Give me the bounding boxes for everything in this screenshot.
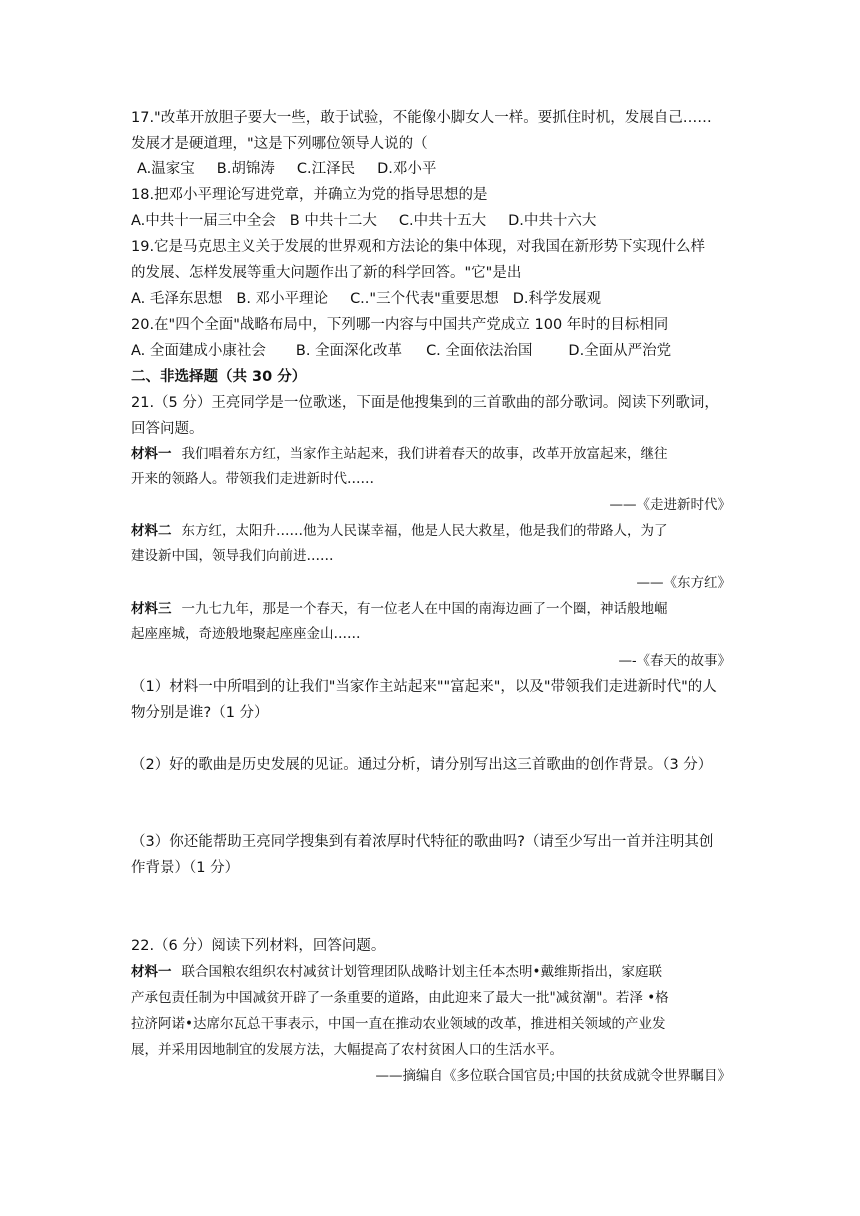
q21-material2-source: ——《东方红》: [636, 575, 731, 591]
q18-option-d: D.中共十六大: [508, 213, 597, 229]
q21-material1-line1: [131, 444, 731, 464]
q21-material2-line1: [131, 521, 731, 541]
q21-material3-text1: 一九七九年，那是一个春天，有一位老人在中国的南海边画了一个圈，神话般地崛: [181, 601, 668, 617]
q21-material3-line1: [131, 599, 731, 619]
q20-stem: 20.在"四个全面"战略布局中，下列哪一内容与中国共产党成立 100 年时的目标相同: [131, 317, 669, 333]
q21-subq2: （2）好的歌曲是历史发展的见证。通过分析，请分别写出这三首歌曲的创作背景。（3 分）: [131, 757, 713, 773]
q19-option-b: B. 邓小平理论: [236, 291, 329, 307]
q18-options: [131, 211, 731, 231]
q20-option-a: A. 全面建成小康社会: [131, 343, 266, 359]
q22-material1-line1: [131, 962, 731, 982]
q18-option-c: C.中共十五大: [398, 213, 487, 229]
q21-subq1-line2: 物分别是谁?（1 分）: [131, 705, 269, 721]
q21-material1-label: 材料一: [131, 446, 172, 462]
q17-option-c: C.江泽民: [296, 161, 356, 177]
q21-material1-source: ——《走进新时代》: [609, 497, 731, 513]
q21-material2-text1: 东方红，太阳升……他为人民谋幸福，他是人民大救星，他是我们的带路人，为了: [181, 523, 668, 539]
q17-options: [137, 159, 737, 179]
q21-material1-text1: 我们唱着东方红，当家作主站起来，我们讲着春天的故事，改革开放富起来，继往: [181, 446, 668, 462]
q17-stem-line2: 发展才是硬道理，"这是下列哪位领导人说的（: [131, 136, 428, 152]
q18-option-a: A.中共十一届三中全会: [131, 213, 276, 229]
q19-option-c: C.."三个代表"重要思想: [350, 291, 499, 307]
q19-stem-line2: 的发展、怎样发展等重大问题作出了新的科学回答。"它"是出: [131, 265, 522, 281]
q22-material1-source: ——摘编自《多位联合国官员;中国的扶贫成就令世界瞩目》: [375, 1068, 731, 1084]
q21-material3-label: 材料三: [131, 601, 172, 617]
q20-option-d: D.全面从严治党: [568, 343, 672, 359]
q21-stem-line2: 回答问题。: [131, 421, 204, 437]
q17-option-d: D.邓小平: [377, 161, 437, 177]
q19-options: [131, 289, 731, 309]
q22-material1-line2: 产承包责任制为中国减贫开辟了一条重要的道路，由此迎来了最大一批"减贫潮"。若泽 •格: [131, 990, 669, 1006]
q21-subq3-line2: 作背景）（1 分）: [131, 860, 240, 876]
q21-material2-label: 材料二: [131, 523, 172, 539]
q21-subq1-line1: （1）材料一中所唱到的让我们"当家作主站起来""富起来"，以及"带领我们走进新时代"的人: [131, 679, 717, 695]
q21-material1-line2: 开来的领路人。带领我们走进新时代……: [131, 471, 374, 487]
q22-material1-text1: 联合国粮农组织农村减贫计划管理团队战略计划主任本杰明•戴维斯指出，家庭联: [181, 964, 662, 980]
q20-option-b: B. 全面深化改革: [295, 343, 403, 359]
q17-option-b: B.胡锦涛: [216, 161, 275, 177]
q19-option-a: A. 毛泽东思想: [131, 291, 223, 307]
q17-stem-line1: 17."改革开放胆子要大一些，敢于试验，不能像小脚女人一样。要抓住时机，发展自己……: [131, 110, 712, 126]
q18-option-b: B 中共十二大: [289, 213, 377, 229]
q21-stem-line1: 21.（5 分）王亮同学是一位歌迷，下面是他搜集到的三首歌曲的部分歌词。阅读下列歌词，: [131, 395, 719, 411]
q21-material2-line2: 建设新中国，领导我们向前进……: [131, 548, 334, 564]
q21-material3-line2: 起座座城，奇迹般地聚起座座金山……: [131, 626, 361, 642]
q18-stem: 18.把邓小平理论写进党章，并确立为党的指导思想的是: [131, 187, 488, 203]
q17-option-a: A.温家宝: [137, 161, 195, 177]
q20-option-c: C. 全面依法治国: [426, 343, 533, 359]
q19-stem-line1: 19.它是马克思主义关于发展的世界观和方法论的集中体现，对我国在新形势下实现什么样: [131, 239, 706, 255]
q22-material1-label: 材料一: [131, 964, 172, 980]
q21-material3-source: —-《春天的故事》: [618, 653, 731, 669]
q22-material1-line3: 拉济阿诺•达席尔瓦总干事表示，中国一直在推动农业领域的改革，推进相关领域的产业发: [131, 1016, 666, 1032]
q21-subq3-line1: （3）你还能帮助王亮同学搜集到有着浓厚时代特征的歌曲吗?（请至少写出一首并注明其创: [131, 834, 714, 850]
q19-option-d: D.科学发展观: [512, 291, 602, 307]
section-heading: 二、非选择题（共 30 分）: [131, 369, 307, 385]
q20-options: [131, 341, 731, 361]
q22-material1-line4: 展，并采用因地制宜的发展方法，大幅提高了农村贫困人口的生活水平。: [131, 1042, 563, 1058]
q22-stem: 22.（6 分）阅读下列材料，回答问题。: [131, 938, 386, 954]
